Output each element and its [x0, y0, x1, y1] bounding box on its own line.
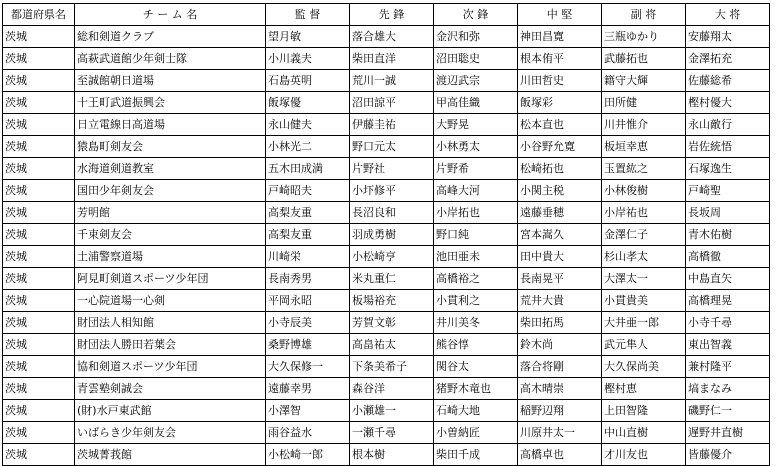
chuken-cell: 松崎拓也	[518, 158, 602, 180]
chuken-cell: 根本侑平	[518, 48, 602, 70]
fukusho-cell: 中山直樹	[602, 422, 686, 444]
chuken-cell: 飯塚彩	[518, 92, 602, 114]
table-row	[3, 114, 770, 136]
header-team-name: チ ー ム 名	[75, 4, 266, 26]
taisho-cell: 石塚逸生	[686, 158, 770, 180]
senpo-cell: 荒川一誠	[350, 70, 434, 92]
table-row	[3, 70, 770, 92]
senpo-cell: 下条美希子	[350, 356, 434, 378]
chuken-cell: 神田昌寛	[518, 26, 602, 48]
senpo-cell: 一瀬千尋	[350, 422, 434, 444]
coach-cell: 小林光二	[266, 136, 350, 158]
table-row	[3, 400, 770, 422]
fukusho-cell: 小貫貴美	[602, 290, 686, 312]
coach-cell: 石島英明	[266, 70, 350, 92]
coach-cell: 永山健夫	[266, 114, 350, 136]
prefecture-cell: 茨城	[3, 26, 75, 48]
team-name-cell: 阿見町剣道スポーツ少年団	[75, 268, 266, 290]
team-name-cell: 青雲塾剣誠会	[75, 378, 266, 400]
jiho-cell: 甲高佳織	[434, 92, 518, 114]
taisho-cell: 皆藤優介	[686, 444, 770, 466]
chuken-cell: 田中貴大	[518, 246, 602, 268]
fukusho-cell: 樫村恵	[602, 378, 686, 400]
chuken-cell: 稲野辺翔	[518, 400, 602, 422]
taisho-cell: 高橋徹	[686, 246, 770, 268]
senpo-cell: 柴田直洋	[350, 48, 434, 70]
team-roster-table	[2, 3, 770, 466]
table-row	[3, 224, 770, 246]
taisho-cell: 安藤翔太	[686, 26, 770, 48]
team-name-cell: 茨城菁莪館	[75, 444, 266, 466]
jiho-cell: 野口純	[434, 224, 518, 246]
senpo-cell: 高畠祐太	[350, 334, 434, 356]
fukusho-cell: 武藤拓也	[602, 48, 686, 70]
taisho-cell: 遅野井直樹	[686, 422, 770, 444]
senpo-cell: 板場裕充	[350, 290, 434, 312]
coach-cell: 長南秀男	[266, 268, 350, 290]
coach-cell: 五木田成満	[266, 158, 350, 180]
table-row	[3, 334, 770, 356]
table-row	[3, 290, 770, 312]
senpo-cell: 伊藤圭祐	[350, 114, 434, 136]
chuken-cell: 長南晃平	[518, 268, 602, 290]
chuken-cell: 川原井太一	[518, 422, 602, 444]
header-taisho: 大 将	[686, 4, 770, 26]
prefecture-cell: 茨城	[3, 136, 75, 158]
team-name-cell: 日立電線日高道場	[75, 114, 266, 136]
coach-cell: 高梨友重	[266, 202, 350, 224]
senpo-cell: 森谷洋	[350, 378, 434, 400]
coach-cell: 川崎栄	[266, 246, 350, 268]
fukusho-cell: 大久保尚美	[602, 356, 686, 378]
fukusho-cell: 田所健	[602, 92, 686, 114]
coach-cell: 雨谷益水	[266, 422, 350, 444]
taisho-cell: 青木佑樹	[686, 224, 770, 246]
jiho-cell: 金沢和弥	[434, 26, 518, 48]
jiho-cell: 小貫利之	[434, 290, 518, 312]
team-name-cell: 千束剣友会	[75, 224, 266, 246]
prefecture-cell: 茨城	[3, 92, 75, 114]
coach-cell: 小寺辰美	[266, 312, 350, 334]
jiho-cell: 沼田聡史	[434, 48, 518, 70]
prefecture-cell: 茨城	[3, 268, 75, 290]
coach-cell: 望月敏	[266, 26, 350, 48]
table-row	[3, 444, 770, 466]
coach-cell: 飯塚優	[266, 92, 350, 114]
header-coach: 監 督	[266, 4, 350, 26]
jiho-cell: 渡辺武宗	[434, 70, 518, 92]
coach-cell: 小松崎一郎	[266, 444, 350, 466]
chuken-cell: 小関主税	[518, 180, 602, 202]
table-row	[3, 48, 770, 70]
team-name-cell: 高萩武道館少年剣士隊	[75, 48, 266, 70]
jiho-cell: 小曽納匠	[434, 422, 518, 444]
jiho-cell: 猪野木竜也	[434, 378, 518, 400]
fukusho-cell: 籍守大輝	[602, 70, 686, 92]
coach-cell: 小川義夫	[266, 48, 350, 70]
jiho-cell: 池田亜未	[434, 246, 518, 268]
fukusho-cell: 大井亜一郎	[602, 312, 686, 334]
senpo-cell: 片野社	[350, 158, 434, 180]
team-name-cell: 水海道剣道教室	[75, 158, 266, 180]
prefecture-cell: 茨城	[3, 224, 75, 246]
table-row	[3, 202, 770, 224]
jiho-cell: 片野希	[434, 158, 518, 180]
table-row	[3, 356, 770, 378]
chuken-cell: 鈴木尚	[518, 334, 602, 356]
senpo-cell: 長沼良和	[350, 202, 434, 224]
prefecture-cell: 茨城	[3, 246, 75, 268]
team-name-cell: (財)水戸東武館	[75, 400, 266, 422]
prefecture-cell: 茨城	[3, 422, 75, 444]
chuken-cell: 遠藤垂穂	[518, 202, 602, 224]
team-name-cell: いばらき少年剣友会	[75, 422, 266, 444]
taisho-cell: 戸崎聖	[686, 180, 770, 202]
prefecture-cell: 茨城	[3, 158, 75, 180]
taisho-cell: 東出智義	[686, 334, 770, 356]
coach-cell: 平岡永昭	[266, 290, 350, 312]
taisho-cell: 中島直矢	[686, 268, 770, 290]
jiho-cell: 大野晃	[434, 114, 518, 136]
header-chuken: 中 堅	[518, 4, 602, 26]
taisho-cell: 佐藤総希	[686, 70, 770, 92]
team-name-cell: 財団法人相知館	[75, 312, 266, 334]
taisho-cell: 高橋理晃	[686, 290, 770, 312]
header-senpo: 先 鋒	[350, 4, 434, 26]
prefecture-cell: 茨城	[3, 400, 75, 422]
senpo-cell: 芳賀文彰	[350, 312, 434, 334]
prefecture-cell: 茨城	[3, 70, 75, 92]
chuken-cell: 川田哲史	[518, 70, 602, 92]
fukusho-cell: 小岸祐也	[602, 202, 686, 224]
taisho-cell: 長坂周	[686, 202, 770, 224]
table-row	[3, 26, 770, 48]
coach-cell: 高梨友重	[266, 224, 350, 246]
team-name-cell: 一心院道場一心剣	[75, 290, 266, 312]
chuken-cell: 松本直也	[518, 114, 602, 136]
chuken-cell: 柴田拓馬	[518, 312, 602, 334]
table-row	[3, 136, 770, 158]
table-row	[3, 268, 770, 290]
senpo-cell: 野口元太	[350, 136, 434, 158]
fukusho-cell: 小林俊樹	[602, 180, 686, 202]
team-name-cell: 国田少年剣友会	[75, 180, 266, 202]
coach-cell: 大久保修一	[266, 356, 350, 378]
coach-cell: 小澤智	[266, 400, 350, 422]
team-name-cell: 十王町武道振興会	[75, 92, 266, 114]
fukusho-cell: 川井惟介	[602, 114, 686, 136]
fukusho-cell: 才川友也	[602, 444, 686, 466]
table-row	[3, 312, 770, 334]
jiho-cell: 井川美冬	[434, 312, 518, 334]
prefecture-cell: 茨城	[3, 202, 75, 224]
fukusho-cell: 武元隼人	[602, 334, 686, 356]
jiho-cell: 熊谷惇	[434, 334, 518, 356]
chuken-cell: 落合将剛	[518, 356, 602, 378]
table-row	[3, 246, 770, 268]
prefecture-cell: 茨城	[3, 356, 75, 378]
taisho-cell: 塙まなみ	[686, 378, 770, 400]
fukusho-cell: 板垣幸恵	[602, 136, 686, 158]
jiho-cell: 小林勇太	[434, 136, 518, 158]
coach-cell: 戸崎昭夫	[266, 180, 350, 202]
jiho-cell: 柴田千成	[434, 444, 518, 466]
team-name-cell: 至誠館朝日道場	[75, 70, 266, 92]
senpo-cell: 羽成勇樹	[350, 224, 434, 246]
prefecture-cell: 茨城	[3, 334, 75, 356]
jiho-cell: 関谷太	[434, 356, 518, 378]
senpo-cell: 米丸重仁	[350, 268, 434, 290]
jiho-cell: 高峰大河	[434, 180, 518, 202]
header-row	[3, 4, 770, 26]
senpo-cell: 落合雄大	[350, 26, 434, 48]
team-name-cell: 土浦警察道場	[75, 246, 266, 268]
prefecture-cell: 茨城	[3, 444, 75, 466]
table-row	[3, 180, 770, 202]
header-prefecture: 都道府県名	[3, 4, 75, 26]
table-row	[3, 92, 770, 114]
fukusho-cell: 大澤太一	[602, 268, 686, 290]
chuken-cell: 小谷野允寛	[518, 136, 602, 158]
jiho-cell: 石崎大地	[434, 400, 518, 422]
team-name-cell: 芳明館	[75, 202, 266, 224]
senpo-cell: 小松崎亨	[350, 246, 434, 268]
team-name-cell: 猿島町剣友会	[75, 136, 266, 158]
header-jiho: 次 鋒	[434, 4, 518, 26]
senpo-cell: 小圷修平	[350, 180, 434, 202]
taisho-cell: 金澤拓充	[686, 48, 770, 70]
table-row	[3, 158, 770, 180]
coach-cell: 遠藤幸男	[266, 378, 350, 400]
prefecture-cell: 茨城	[3, 180, 75, 202]
taisho-cell: 兼村隆平	[686, 356, 770, 378]
prefecture-cell: 茨城	[3, 378, 75, 400]
chuken-cell: 高木晴崇	[518, 378, 602, 400]
fukusho-cell: 三瓶ゆかり	[602, 26, 686, 48]
prefecture-cell: 茨城	[3, 114, 75, 136]
header-fukusho: 副 将	[602, 4, 686, 26]
fukusho-cell: 上田智隆	[602, 400, 686, 422]
fukusho-cell: 杉山孝太	[602, 246, 686, 268]
prefecture-cell: 茨城	[3, 290, 75, 312]
taisho-cell: 岩佐統悟	[686, 136, 770, 158]
senpo-cell: 沼田諒平	[350, 92, 434, 114]
chuken-cell: 高橋卓也	[518, 444, 602, 466]
team-name-cell: 総和剣道クラブ	[75, 26, 266, 48]
taisho-cell: 磯野仁一	[686, 400, 770, 422]
taisho-cell: 樫村優大	[686, 92, 770, 114]
table-row	[3, 422, 770, 444]
senpo-cell: 小瀬雄一	[350, 400, 434, 422]
fukusho-cell: 金澤仁子	[602, 224, 686, 246]
taisho-cell: 永山敵行	[686, 114, 770, 136]
table-row	[3, 378, 770, 400]
jiho-cell: 高橋裕之	[434, 268, 518, 290]
team-name-cell: 財団法人勝田若葉会	[75, 334, 266, 356]
senpo-cell: 根本樹	[350, 444, 434, 466]
prefecture-cell: 茨城	[3, 48, 75, 70]
chuken-cell: 荒井大貴	[518, 290, 602, 312]
fukusho-cell: 玉置紘之	[602, 158, 686, 180]
chuken-cell: 宮本嵩久	[518, 224, 602, 246]
jiho-cell: 小岸拓也	[434, 202, 518, 224]
coach-cell: 桑野博雄	[266, 334, 350, 356]
prefecture-cell: 茨城	[3, 312, 75, 334]
taisho-cell: 小寺千尋	[686, 312, 770, 334]
team-name-cell: 協和剣道スポーツ少年団	[75, 356, 266, 378]
